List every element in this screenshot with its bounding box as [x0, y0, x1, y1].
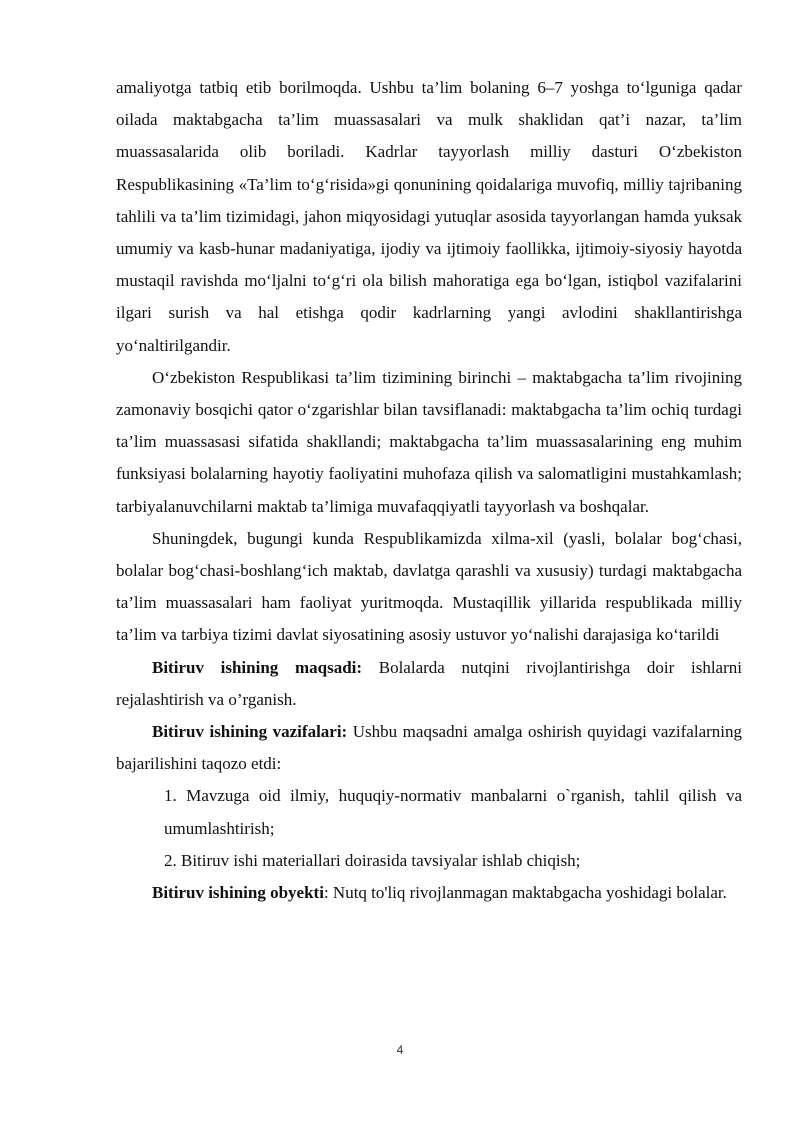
- object-paragraph: [116, 877, 742, 909]
- object-label: Bitiruv ishining obyekti: [152, 883, 324, 903]
- page-number: 4: [396, 1043, 404, 1057]
- goal-label: Bitiruv ishining maqsadi:: [152, 657, 363, 677]
- paragraph-3: Shuningdek, bugungi kunda Respublikamizda xilma-xil (yasli, bolalar bog‘chasi, bolalar bog‘chasi-boshlang‘ich maktab, davlatga qarashli va xususiy) turdagi maktabgacha ta’lim muassasalari ham faoliyat yuritmoqda. Mustaqillik yillarida respublikada milliy ta’lim va tarbiya tizimi davlat siyosatining asosiy ustuvor yo‘nalishi darajasiga ko‘tarildi: [116, 528, 742, 645]
- task-item-2: 2. Bitiruv ishi materiallari doirasida tavsiyalar ishlab chiqish;: [164, 850, 581, 870]
- goal-paragraph: [116, 652, 742, 716]
- task-item-1: 1. Mavzuga oid ilmiy, huquqiy-normativ manbalarni o`rganish, tahlil qilish va umumlashtirish;: [164, 786, 742, 838]
- tasks-paragraph: [116, 716, 742, 780]
- paragraph-2: O‘zbekiston Respublikasi ta’lim tizimining birinchi – maktabgacha ta’lim rivojining zamonaviy bosqichi qator o‘zgarishlar bilan tavsiflanadi: maktabgacha ta’lim ochiq turdagi ta’lim muassasasi sifatida shakllandi; maktabgacha ta’lim muassasalarining eng muhim funksiyasi bolalarning hayotiy faoliyatini muhofaza qilish va salomatligini mustahkamlash; tarbiyalanuvchilarni maktab ta’limiga muvafaqqiyatli tayyorlash va boshqalar.: [116, 367, 742, 516]
- goal-text: Bolalarda nutqini rivojlantirishga doir ishlarni rejalashtirish va o’rganish.: [116, 657, 742, 709]
- document-page: [116, 72, 742, 909]
- object-text: : Nutq to'liq rivojlanmagan maktabgacha yoshidagi bolalar.: [323, 883, 727, 903]
- tasks-label: Bitiruv ishining vazifalari:: [152, 722, 348, 742]
- paragraph-1: amaliyotga tatbiq etib borilmoqda. Ushbu ta’lim bolaning 6–7 yoshga to‘lguniga qadar oilada maktabgacha ta’lim muassasalari va mulk shaklidan qat’i nazar, ta’lim muassasalarida olib boriladi. Kadrlar tayyorlash milliy dasturi O‘zbekiston Respublikasining «Ta’lim to‘g‘risida»gi qonunining qoidalariga muvofiq, milliy tajribaning tahlili va ta’lim tizimidagi, jahon miqyosidagi yutuqlar asosida tayyorlangan hamda yuksak umumiy va kasb-hunar madaniyatiga, ijodiy va ijtimoiy faollikka, ijtimoiy-siyosiy hayotda mustaqil ravishda mo‘ljalni to‘g‘ri ola bilish mahoratiga ega bo‘lgan, istiqbol vazifalarini ilgari surish va hal etishga qodir kadrlarning yangi avlodini shakllantirishga yo‘naltirilgandir.: [116, 78, 742, 355]
- tasks-text: Ushbu maqsadni amalga oshirish quyidagi vazifalarning bajarilishini taqozo etdi:: [116, 722, 742, 774]
